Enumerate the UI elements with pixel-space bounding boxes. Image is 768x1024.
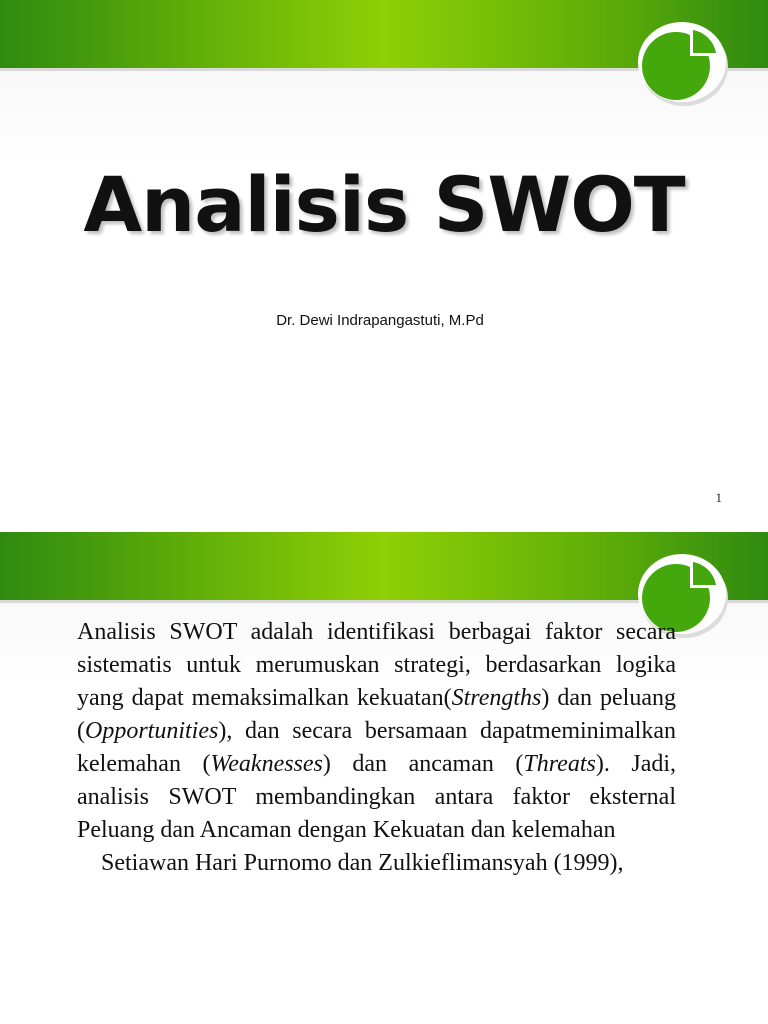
text-segment: ). Jadi, analisis SWOT membandingkan antara faktor eksternal Peluang dan Ancaman dengan Kekuatan dan kelemahan — [77, 751, 677, 843]
term-weaknesses: Weaknesses — [210, 751, 323, 777]
term-opportunities: Opportunities — [85, 718, 219, 744]
text-segment: Analisis SWOT adalah identifikasi berbagai faktor secara sistematis untuk merumuskan strategi, berdasarkan logika yang dapat memaksimalkan kekuatan( — [77, 619, 676, 711]
definition-paragraph — [77, 616, 676, 847]
slide-2 — [0, 532, 768, 1024]
term-strengths: Strengths — [451, 685, 542, 711]
pie-chart-logo-icon — [636, 16, 732, 106]
slide-title: Analisis SWOT — [83, 160, 685, 249]
page-number: 1 — [715, 490, 722, 505]
swot-definition — [77, 616, 676, 880]
text-segment: ), dan secara bersamaan dapatmeminimalkan kelemahan ( — [77, 718, 676, 777]
text-segment: ) dan peluang ( — [77, 685, 677, 744]
term-threats: Threats — [523, 751, 596, 777]
citation: Setiawan Hari Purnomo dan Zulkieflimansyah (1999), — [101, 850, 624, 876]
author-name: Dr. Dewi Indrapangastuti, M.Pd — [276, 312, 484, 329]
text-segment: ) dan ancaman ( — [322, 751, 524, 777]
